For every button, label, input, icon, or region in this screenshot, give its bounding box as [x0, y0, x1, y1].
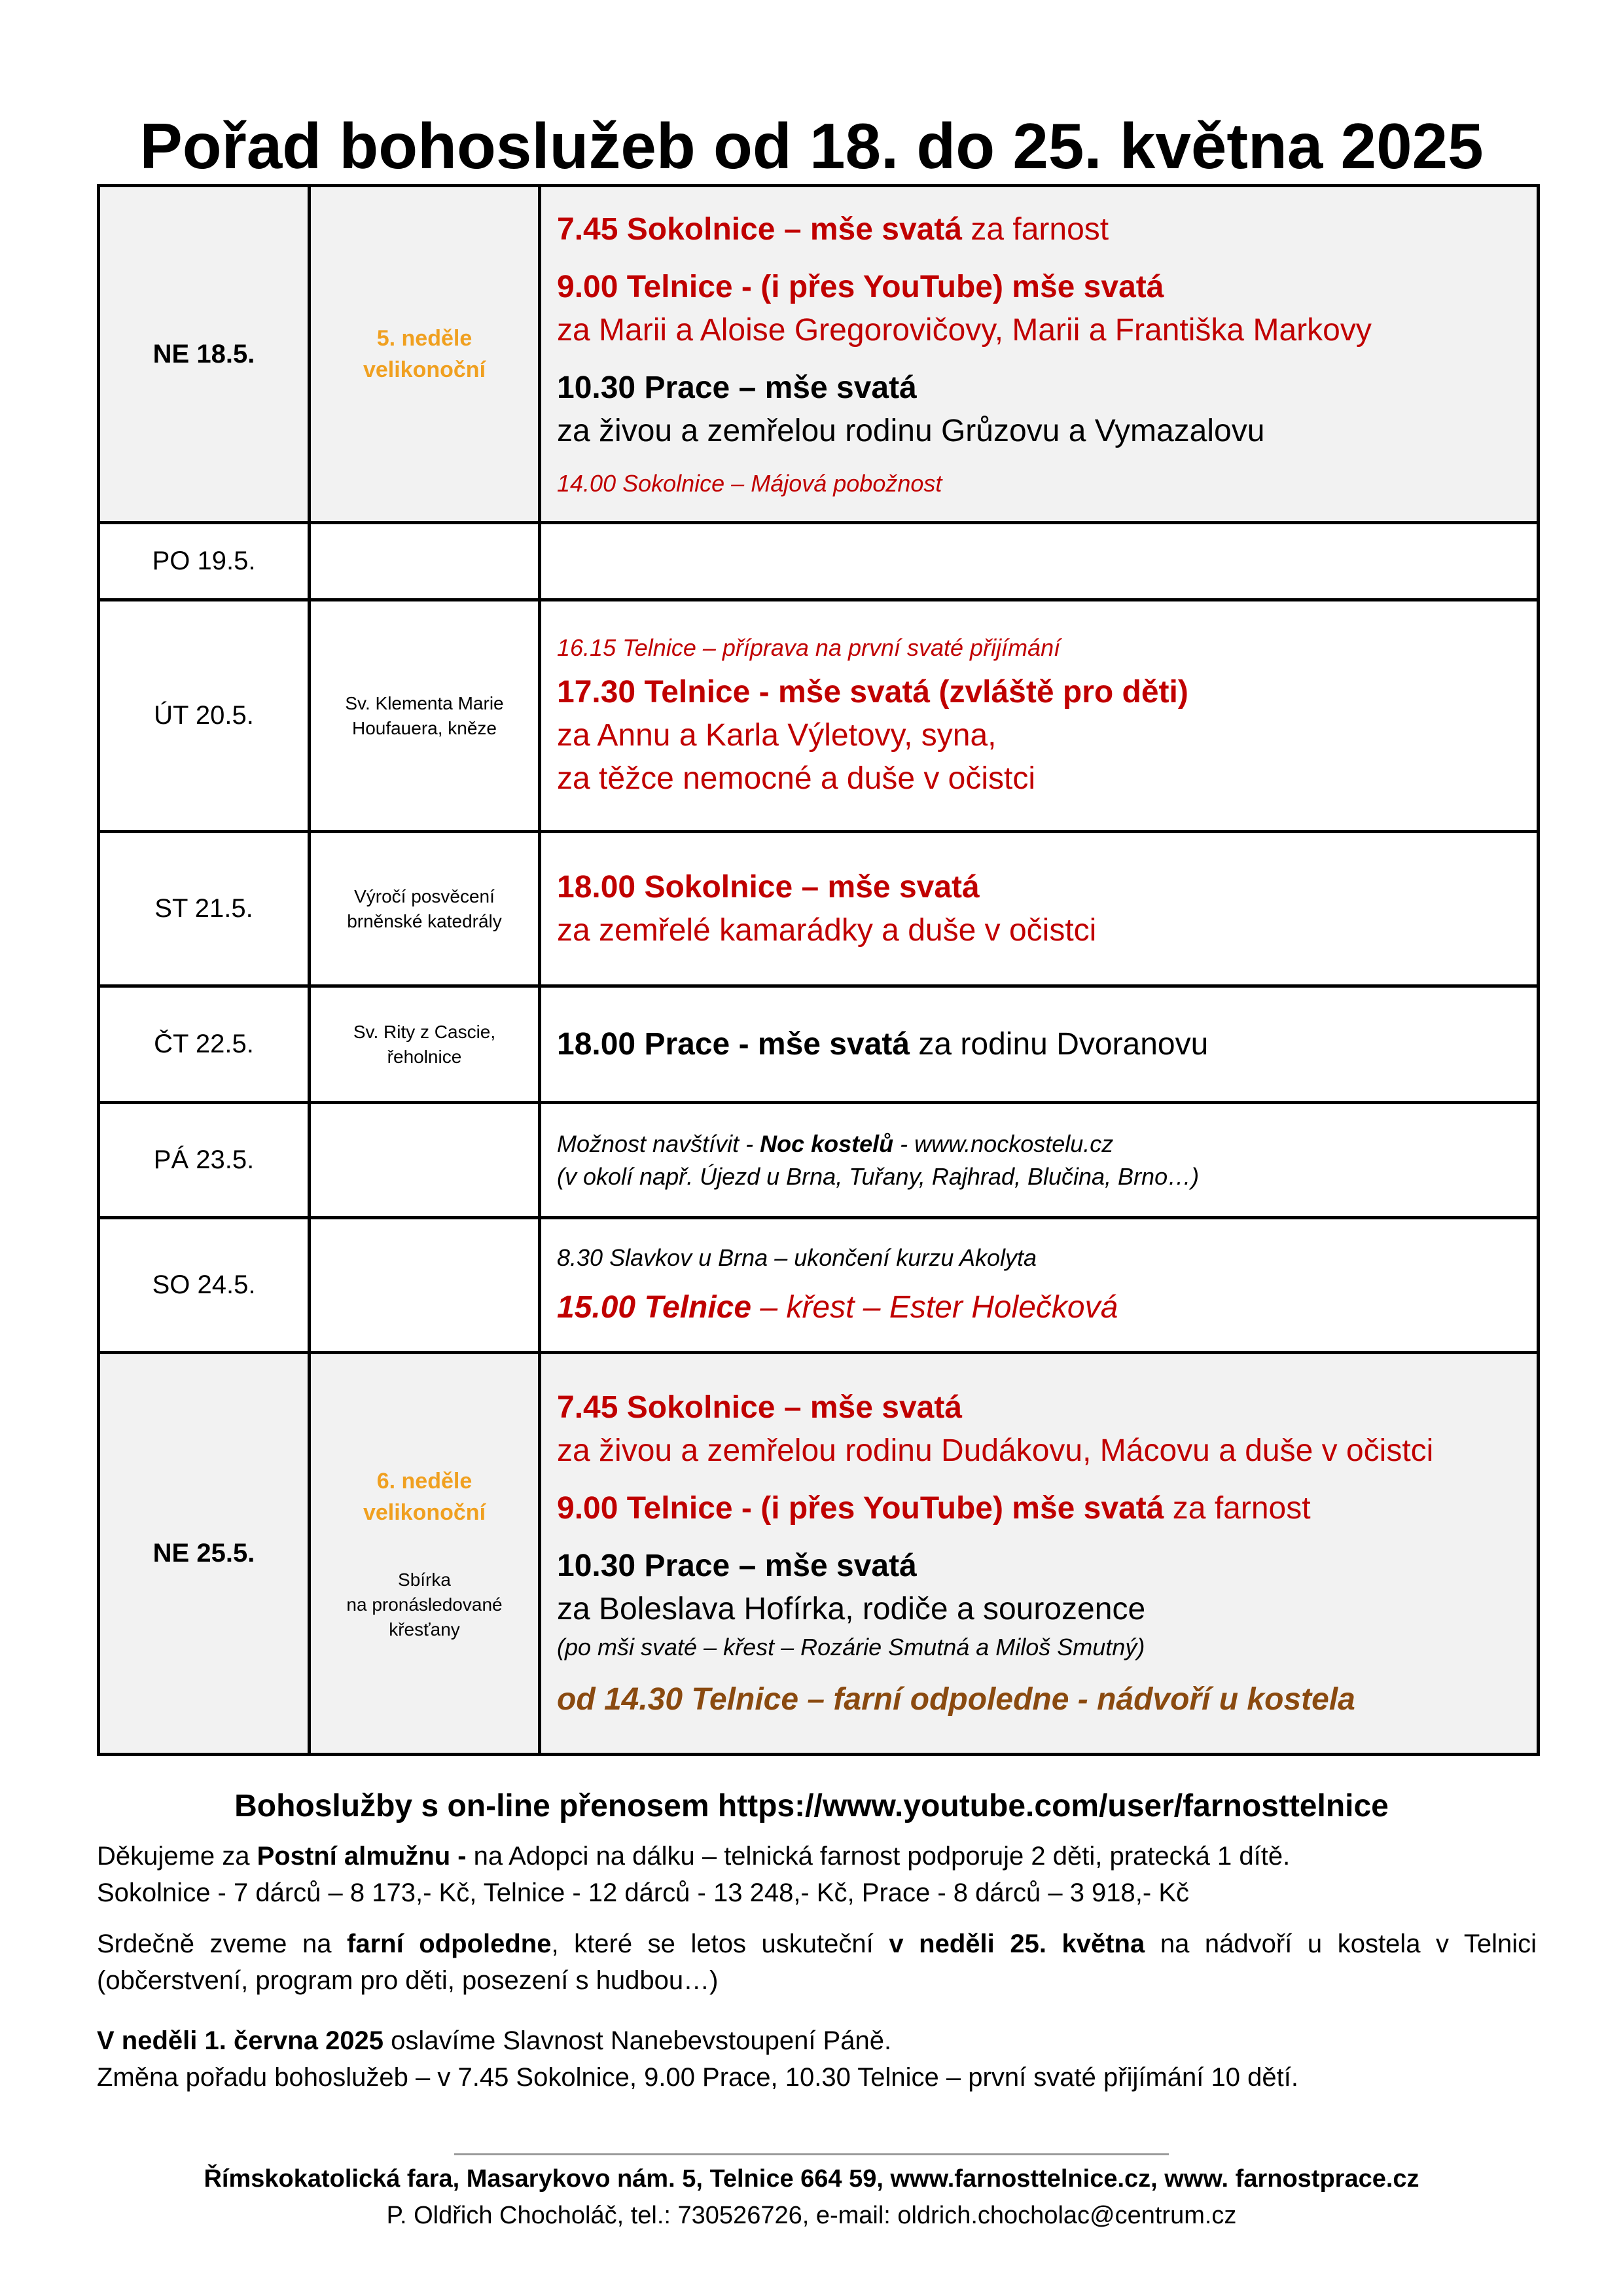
info-text: Děkujeme za [97, 1842, 257, 1871]
table-row [99, 1218, 1539, 1353]
feast-line: velikonoční [363, 1499, 486, 1525]
service-line: od 14.30 Telnice – farní odpoledne - nádvoří u kostela [557, 1681, 1355, 1717]
service-intention: za Annu a Karla Výletovy, syna, [557, 717, 997, 753]
service-intention: za Marii a Aloise Gregorovičovy, Marii a Františka Markovy [557, 313, 1372, 348]
service-time: 7.45 Sokolnice – mše svatá [557, 212, 963, 247]
info-text: na Adopci na dálku – telnická farnost podporuje 2 děti, pratecká 1 dítě. [466, 1842, 1291, 1871]
feast-line: velikonoční [363, 357, 486, 382]
info-text: Srdečně zveme na [97, 1929, 348, 1958]
service-cell [540, 1103, 1539, 1218]
service-line: 16.15 Telnice – příprava na první svaté přijímání [557, 634, 1061, 661]
day-cell: NE 25.5. [99, 1353, 310, 1755]
feast-cell [310, 986, 540, 1103]
feast-cell [310, 832, 540, 986]
info-text: oslavíme Slavnost Nanebevstoupení Páně. [383, 2026, 892, 2055]
service-line: 9.00 Telnice - (i přes YouTube) mše svatá [557, 270, 1164, 304]
info-line [97, 2022, 1537, 2059]
service-cell [540, 1218, 1539, 1353]
note-text: Možnost navštívit - [557, 1130, 760, 1157]
feast-cell [310, 1353, 540, 1755]
service-intention: za farnost [1164, 1490, 1311, 1526]
feast-cell [310, 186, 540, 523]
feast-cell [310, 523, 540, 600]
service-line [557, 208, 1524, 251]
service-intention: za zemřelé kamarádky a duše v očistci [557, 912, 1097, 948]
service-intention: za těžce nemocné a duše v očistci [557, 761, 1036, 796]
info-paragraph-almuzna [97, 1838, 1537, 1911]
feast-line: Sv. Rity z Cascie, [353, 1021, 496, 1042]
feast-cell [310, 1218, 540, 1353]
online-broadcast-line: Bohoslužby s on-line přenosem https://www.youtube.com/user/farnosttelnice [234, 1789, 1389, 1823]
service-cell [540, 523, 1539, 600]
service-intention: za Boleslava Hofírka, rodiče a sourozence [557, 1591, 1146, 1626]
feast-line: 5. neděle [376, 326, 473, 351]
service-line: 8.30 Slavkov u Brna – ukončení kurzu Akolyta [557, 1244, 1037, 1271]
info-paragraph-nanebevstoupeni [97, 2022, 1537, 2096]
info-line: Sokolnice - 7 dárců – 8 173,- Kč, Telnice - 12 dárců - 13 248,- Kč, Prace - 8 dárců – 3 918,- Kč [97, 1878, 1190, 1907]
table-row [99, 186, 1539, 523]
service-line [557, 1487, 1524, 1530]
service-intention: za rodinu Dvoranovu [910, 1026, 1209, 1062]
service-line: 17.30 Telnice - mše svatá (zvláště pro děti) [557, 674, 1188, 709]
footer-contact: P. Oldřich Chocholáč, tel.: 730526726, e-mail: oldrich.chocholac@centrum.cz [386, 2202, 1237, 2229]
service-line: 14.00 Sokolnice – Májová pobožnost [557, 470, 942, 497]
table-row [99, 600, 1539, 832]
info-paragraph-odpoledne [97, 1926, 1537, 1999]
footer-divider [454, 2153, 1169, 2155]
table-row [99, 986, 1539, 1103]
service-cell [540, 186, 1539, 523]
info-line [97, 1838, 1537, 1874]
service-cell [540, 1353, 1539, 1755]
feast-line: brněnské katedrály [347, 910, 502, 931]
info-text: V neděli 1. června 2025 [97, 2026, 384, 2055]
service-intention: za farnost [962, 212, 1109, 247]
service-intention: za živou a zemřelou rodinu Dudákovu, Mácovu a duše v očistci [557, 1433, 1434, 1468]
info-text: na nádvoří u kostela v Telnici (občerstvení, program pro děti, posezení s hudbou…) [97, 1929, 1537, 1995]
feast-line: 6. neděle [376, 1468, 473, 1494]
service-cell [540, 832, 1539, 986]
info-text: , které se letos uskuteční [551, 1929, 889, 1958]
service-line: 10.30 Prace – mše svatá [557, 370, 917, 405]
noc-kostelu-label: Noc kostelů [760, 1130, 894, 1157]
page-title: Pořad bohoslužeb od 18. do 25. května 2025 [139, 110, 1484, 182]
day-cell: NE 18.5. [99, 186, 310, 523]
day-cell: PO 19.5. [99, 523, 310, 600]
service-time: 15.00 Telnice [557, 1289, 752, 1325]
table-row [99, 1353, 1539, 1755]
nockostelu-link: - www.nockostelu.cz [893, 1130, 1114, 1157]
day-cell: ČT 22.5. [99, 986, 310, 1103]
service-line [557, 1128, 1524, 1160]
table-row [99, 832, 1539, 986]
service-time: 18.00 Prace - mše svatá [557, 1026, 910, 1062]
service-note: (po mši svaté – křest – Rozárie Smutná a Miloš Smutný) [557, 1633, 1145, 1660]
table-row [99, 523, 1539, 600]
feast-line: řeholnice [387, 1046, 462, 1067]
info-text: v neděli 25. května [889, 1929, 1145, 1958]
feast-line: Výročí posvěcení [354, 886, 495, 906]
service-cell [540, 986, 1539, 1103]
service-intention: za živou a zemřelou rodinu Grůzovu a Vymazalovu [557, 414, 1265, 448]
day-cell: ÚT 20.5. [99, 600, 310, 832]
schedule-table [97, 184, 1540, 1756]
feast-line: Sv. Klementa Marie [345, 692, 504, 713]
info-text: farní odpoledne [347, 1929, 552, 1958]
service-line: 7.45 Sokolnice – mše svatá [557, 1390, 963, 1425]
service-line [557, 1023, 1524, 1066]
feast-cell [310, 600, 540, 832]
service-line [557, 1286, 1524, 1329]
service-intention: – křest – Ester Holečková [751, 1289, 1118, 1325]
day-cell: ST 21.5. [99, 832, 310, 986]
day-cell: SO 24.5. [99, 1218, 310, 1353]
service-time: 9.00 Telnice - (i přes YouTube) mše svatá [557, 1490, 1164, 1526]
service-line: 18.00 Sokolnice – mše svatá [557, 869, 980, 905]
service-line: (v okolí např. Újezd u Brna, Tuřany, Rajhrad, Blučina, Brno…) [557, 1162, 1200, 1190]
collection-note: Sbírka [398, 1569, 451, 1590]
info-line: Změna pořadu bohoslužeb – v 7.45 Sokolnice, 9.00 Prace, 10.30 Telnice – první svaté přijímání 10 dětí. [97, 2063, 1298, 2092]
day-cell: PÁ 23.5. [99, 1103, 310, 1218]
service-cell [540, 600, 1539, 832]
feast-cell [310, 1103, 540, 1218]
info-text: Postní almužnu - [257, 1842, 467, 1871]
service-line: 10.30 Prace – mše svatá [557, 1548, 917, 1583]
collection-note: křesťany [389, 1619, 460, 1640]
table-row [99, 1103, 1539, 1218]
feast-line: Houfauera, kněze [351, 717, 497, 738]
collection-note: na pronásledované [346, 1594, 503, 1615]
footer-address: Římskokatolická fara, Masarykovo nám. 5, Telnice 664 59, www.farnosttelnice.cz, www. farnostprace.cz [204, 2165, 1419, 2193]
